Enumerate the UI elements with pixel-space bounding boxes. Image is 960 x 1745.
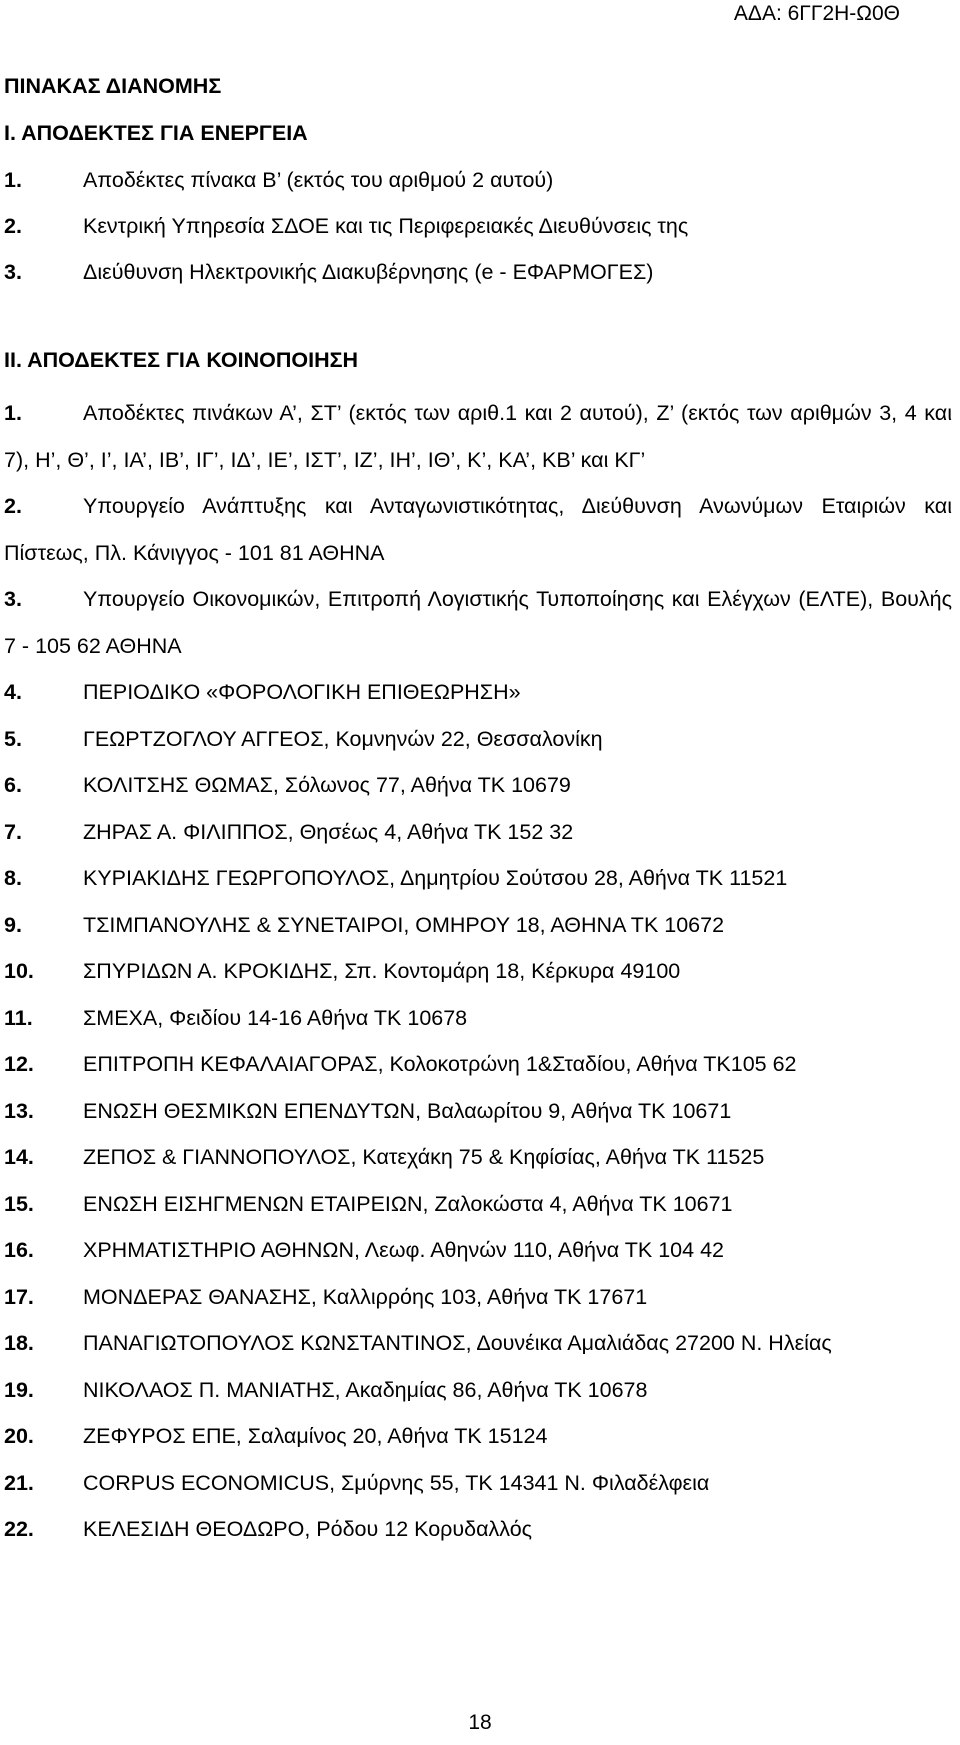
page-number: 18 bbox=[468, 1711, 492, 1734]
notification-recipients-list bbox=[4, 390, 952, 1553]
item-number: 5. bbox=[4, 726, 22, 751]
item-text: Διεύθυνση Ηλεκτρονικής Διακυβέρνησης (e - ΕΦΑΡΜΟΓΕΣ) bbox=[83, 260, 654, 284]
item-text: ΧΡΗΜΑΤΙΣΤΗΡΙΟ ΑΘΗΝΩΝ, Λεωφ. Αθηνών 110, Αθήνα ΤΚ 104 42 bbox=[83, 1238, 724, 1262]
item-text: CORPUS ECONOMICUS, Σμύρνης 55, ΤΚ 14341 Ν. Φιλαδέλφεια bbox=[83, 1470, 710, 1495]
list-item bbox=[4, 576, 952, 669]
item-number: 2. bbox=[4, 214, 22, 238]
item-text: Υπουργείο Ανάπτυξης και Ανταγωνιστικότητας, Διεύθυνση Ανωνύμων Εταιριών και Πίστεως, Πλ. Κάνιγγος - 101 81 ΑΘΗΝΑ bbox=[4, 494, 952, 565]
item-number: 21. bbox=[4, 1470, 34, 1495]
list-item bbox=[4, 1460, 952, 1507]
list-item bbox=[4, 256, 952, 288]
item-text: ΓΕΩΡΤΖΟΓΛΟΥ ΑΓΓΕΟΣ, Κομνηνών 22, Θεσσαλονίκη bbox=[83, 726, 603, 751]
ada-code: ΑΔΑ: 6ΓΓ2Η-Ω0Θ bbox=[733, 2, 900, 25]
list-item bbox=[4, 1134, 952, 1181]
list-item bbox=[4, 669, 952, 716]
item-number: 9. bbox=[4, 912, 22, 937]
item-number: 14. bbox=[4, 1145, 34, 1169]
list-item bbox=[4, 716, 952, 763]
item-number: 20. bbox=[4, 1424, 34, 1448]
list-item bbox=[4, 762, 952, 809]
item-number: 3. bbox=[4, 587, 22, 611]
item-text: ΕΝΩΣΗ ΕΙΣΗΓΜΕΝΩΝ ΕΤΑΙΡΕΙΩΝ, Ζαλοκώστα 4, Αθήνα ΤΚ 10671 bbox=[83, 1191, 733, 1216]
item-text: ΠΕΡΙΟΔΙΚΟ «ΦΟΡΟΛΟΓΙΚΗ ΕΠΙΘΕΩΡΗΣΗ» bbox=[83, 680, 521, 704]
item-text: ΝΙΚΟΛΑΟΣ Π. ΜΑΝΙΑΤΗΣ, Ακαδημίας 86, Αθήνα ΤΚ 10678 bbox=[83, 1377, 648, 1402]
item-text: ΚΥΡΙΑΚΙΔΗΣ ΓΕΩΡΓΟΠΟΥΛΟΣ, Δημητρίου Σούτσου 28, Αθήνα ΤΚ 11521 bbox=[83, 866, 788, 890]
item-text: ΕΝΩΣΗ ΘΕΣΜΙΚΩΝ ΕΠΕΝΔΥΤΩΝ, Βαλαωρίτου 9, Αθήνα ΤΚ 10671 bbox=[83, 1098, 732, 1123]
item-text: ΖΕΦΥΡΟΣ ΕΠΕ, Σαλαμίνος 20, Αθήνα ΤΚ 15124 bbox=[83, 1424, 548, 1448]
item-number: 17. bbox=[4, 1284, 34, 1309]
list-item bbox=[4, 390, 952, 483]
list-item bbox=[4, 1274, 952, 1321]
distribution-table bbox=[4, 70, 952, 1553]
list-item bbox=[4, 1041, 952, 1088]
list-item bbox=[4, 1506, 952, 1553]
item-number: 10. bbox=[4, 959, 34, 983]
item-text: Κεντρική Υπηρεσία ΣΔΟΕ και τις Περιφερειακές Διευθύνσεις της bbox=[83, 214, 689, 238]
item-text: ΖΕΠΟΣ & ΓΙΑΝΝΟΠΟΥΛΟΣ, Κατεχάκη 75 & Κηφίσίας, Αθήνα ΤΚ 11525 bbox=[83, 1145, 765, 1169]
item-text: Υπουργείο Οικονομικών, Επιτροπή Λογιστικής Τυποποίησης και Ελέγχων (ΕΛΤΕ), Βουλής 7 - 105 62 ΑΘΗΝΑ bbox=[4, 587, 952, 658]
item-number: 8. bbox=[4, 866, 22, 890]
list-item bbox=[4, 1320, 952, 1367]
list-item bbox=[4, 164, 952, 196]
item-text: ΚΕΛΕΣΙΔΗ ΘΕΟΔΩΡΟ, Ρόδου 12 Κορυδαλλός bbox=[83, 1517, 533, 1541]
section-heading-action: Ι. ΑΠΟΔΕΚΤΕΣ ΓΙΑ ΕΝΕΡΓΕΙΑ bbox=[4, 121, 308, 145]
item-number: 3. bbox=[4, 260, 22, 284]
item-number: 4. bbox=[4, 680, 22, 704]
item-number: 1. bbox=[4, 401, 22, 425]
item-text: ΕΠΙΤΡΟΠΗ ΚΕΦΑΛΑΙΑΓΟΡΑΣ, Κολοκοτρώνη 1&Σταδίου, Αθήνα ΤΚ105 62 bbox=[83, 1052, 797, 1076]
item-number: 19. bbox=[4, 1377, 34, 1402]
item-number: 15. bbox=[4, 1191, 34, 1216]
list-item bbox=[4, 948, 952, 995]
item-text: ΚΟΛΙΤΣΗΣ ΘΩΜΑΣ, Σόλωνος 77, Αθήνα ΤΚ 10679 bbox=[83, 773, 571, 797]
list-item bbox=[4, 855, 952, 902]
list-item bbox=[4, 1227, 952, 1274]
list-item bbox=[4, 1413, 952, 1460]
item-number: 22. bbox=[4, 1517, 34, 1541]
item-number: 6. bbox=[4, 773, 22, 797]
list-item bbox=[4, 210, 952, 242]
item-text: Αποδέκτες πινάκων Α’, ΣΤ’ (εκτός των αριθ.1 και 2 αυτού), Ζ’ (εκτός των αριθμών 3, 4 και 7), Η’, Θ’, Ι’, ΙΑ’, ΙΒ’, ΙΓ’, ΙΔ’, ΙΕ’, ΙΣΤ’, ΙΖ’, ΙΗ’, ΙΘ’, Κ’, ΚΑ’, ΚΒ’ και ΚΓ’ bbox=[4, 401, 952, 472]
item-text: ΣΠΥΡΙΔΩΝ Α. ΚΡΟΚΙΔΗΣ, Σπ. Κοντομάρη 18, Κέρκυρα 49100 bbox=[83, 959, 681, 983]
list-item bbox=[4, 902, 952, 949]
list-item bbox=[4, 1181, 952, 1228]
item-number: 13. bbox=[4, 1098, 34, 1123]
item-text: ΜΟΝΔΕΡΑΣ ΘΑΝΑΣΗΣ, Καλλιρρόης 103, Αθήνα ΤΚ 17671 bbox=[83, 1284, 648, 1309]
item-number: 1. bbox=[4, 168, 22, 192]
item-text: ΖΗΡΑΣ Α. ΦΙΛΙΠΠΟΣ, Θησέως 4, Αθήνα ΤΚ 152 32 bbox=[83, 819, 574, 844]
item-number: 11. bbox=[4, 1005, 33, 1030]
list-item bbox=[4, 483, 952, 576]
item-text: ΤΣΙΜΠΑΝΟΥΛΗΣ & ΣΥΝΕΤΑΙΡΟΙ, ΟΜΗΡΟΥ 18, ΑΘΗΝΑ ΤΚ 10672 bbox=[83, 912, 725, 937]
list-item bbox=[4, 809, 952, 856]
page-title: ΠΙΝΑΚΑΣ ΔΙΑΝΟΜΗΣ bbox=[4, 74, 222, 98]
item-text: Αποδέκτες πίνακα Β’ (εκτός του αριθμού 2 αυτού) bbox=[83, 168, 554, 192]
item-number: 12. bbox=[4, 1052, 34, 1076]
list-item bbox=[4, 1088, 952, 1135]
item-text: ΠΑΝΑΓΙΩΤΟΠΟΥΛΟΣ ΚΩΝΣΤΑΝΤΙΝΟΣ, Δουνέικα Αμαλιάδας 27200 Ν. Ηλείας bbox=[83, 1331, 832, 1355]
section-heading-notification: ΙΙ. ΑΠΟΔΕΚΤΕΣ ΓΙΑ ΚΟΙΝΟΠΟΙΗΣΗ bbox=[4, 348, 359, 372]
action-recipients-list bbox=[4, 164, 952, 288]
item-number: 18. bbox=[4, 1331, 34, 1355]
item-number: 7. bbox=[4, 819, 22, 844]
item-number: 16. bbox=[4, 1238, 34, 1262]
item-text: ΣΜΕΧΑ, Φειδίου 14-16 Αθήνα ΤΚ 10678 bbox=[83, 1005, 468, 1030]
item-number: 2. bbox=[4, 494, 22, 518]
list-item bbox=[4, 995, 952, 1042]
list-item bbox=[4, 1367, 952, 1414]
